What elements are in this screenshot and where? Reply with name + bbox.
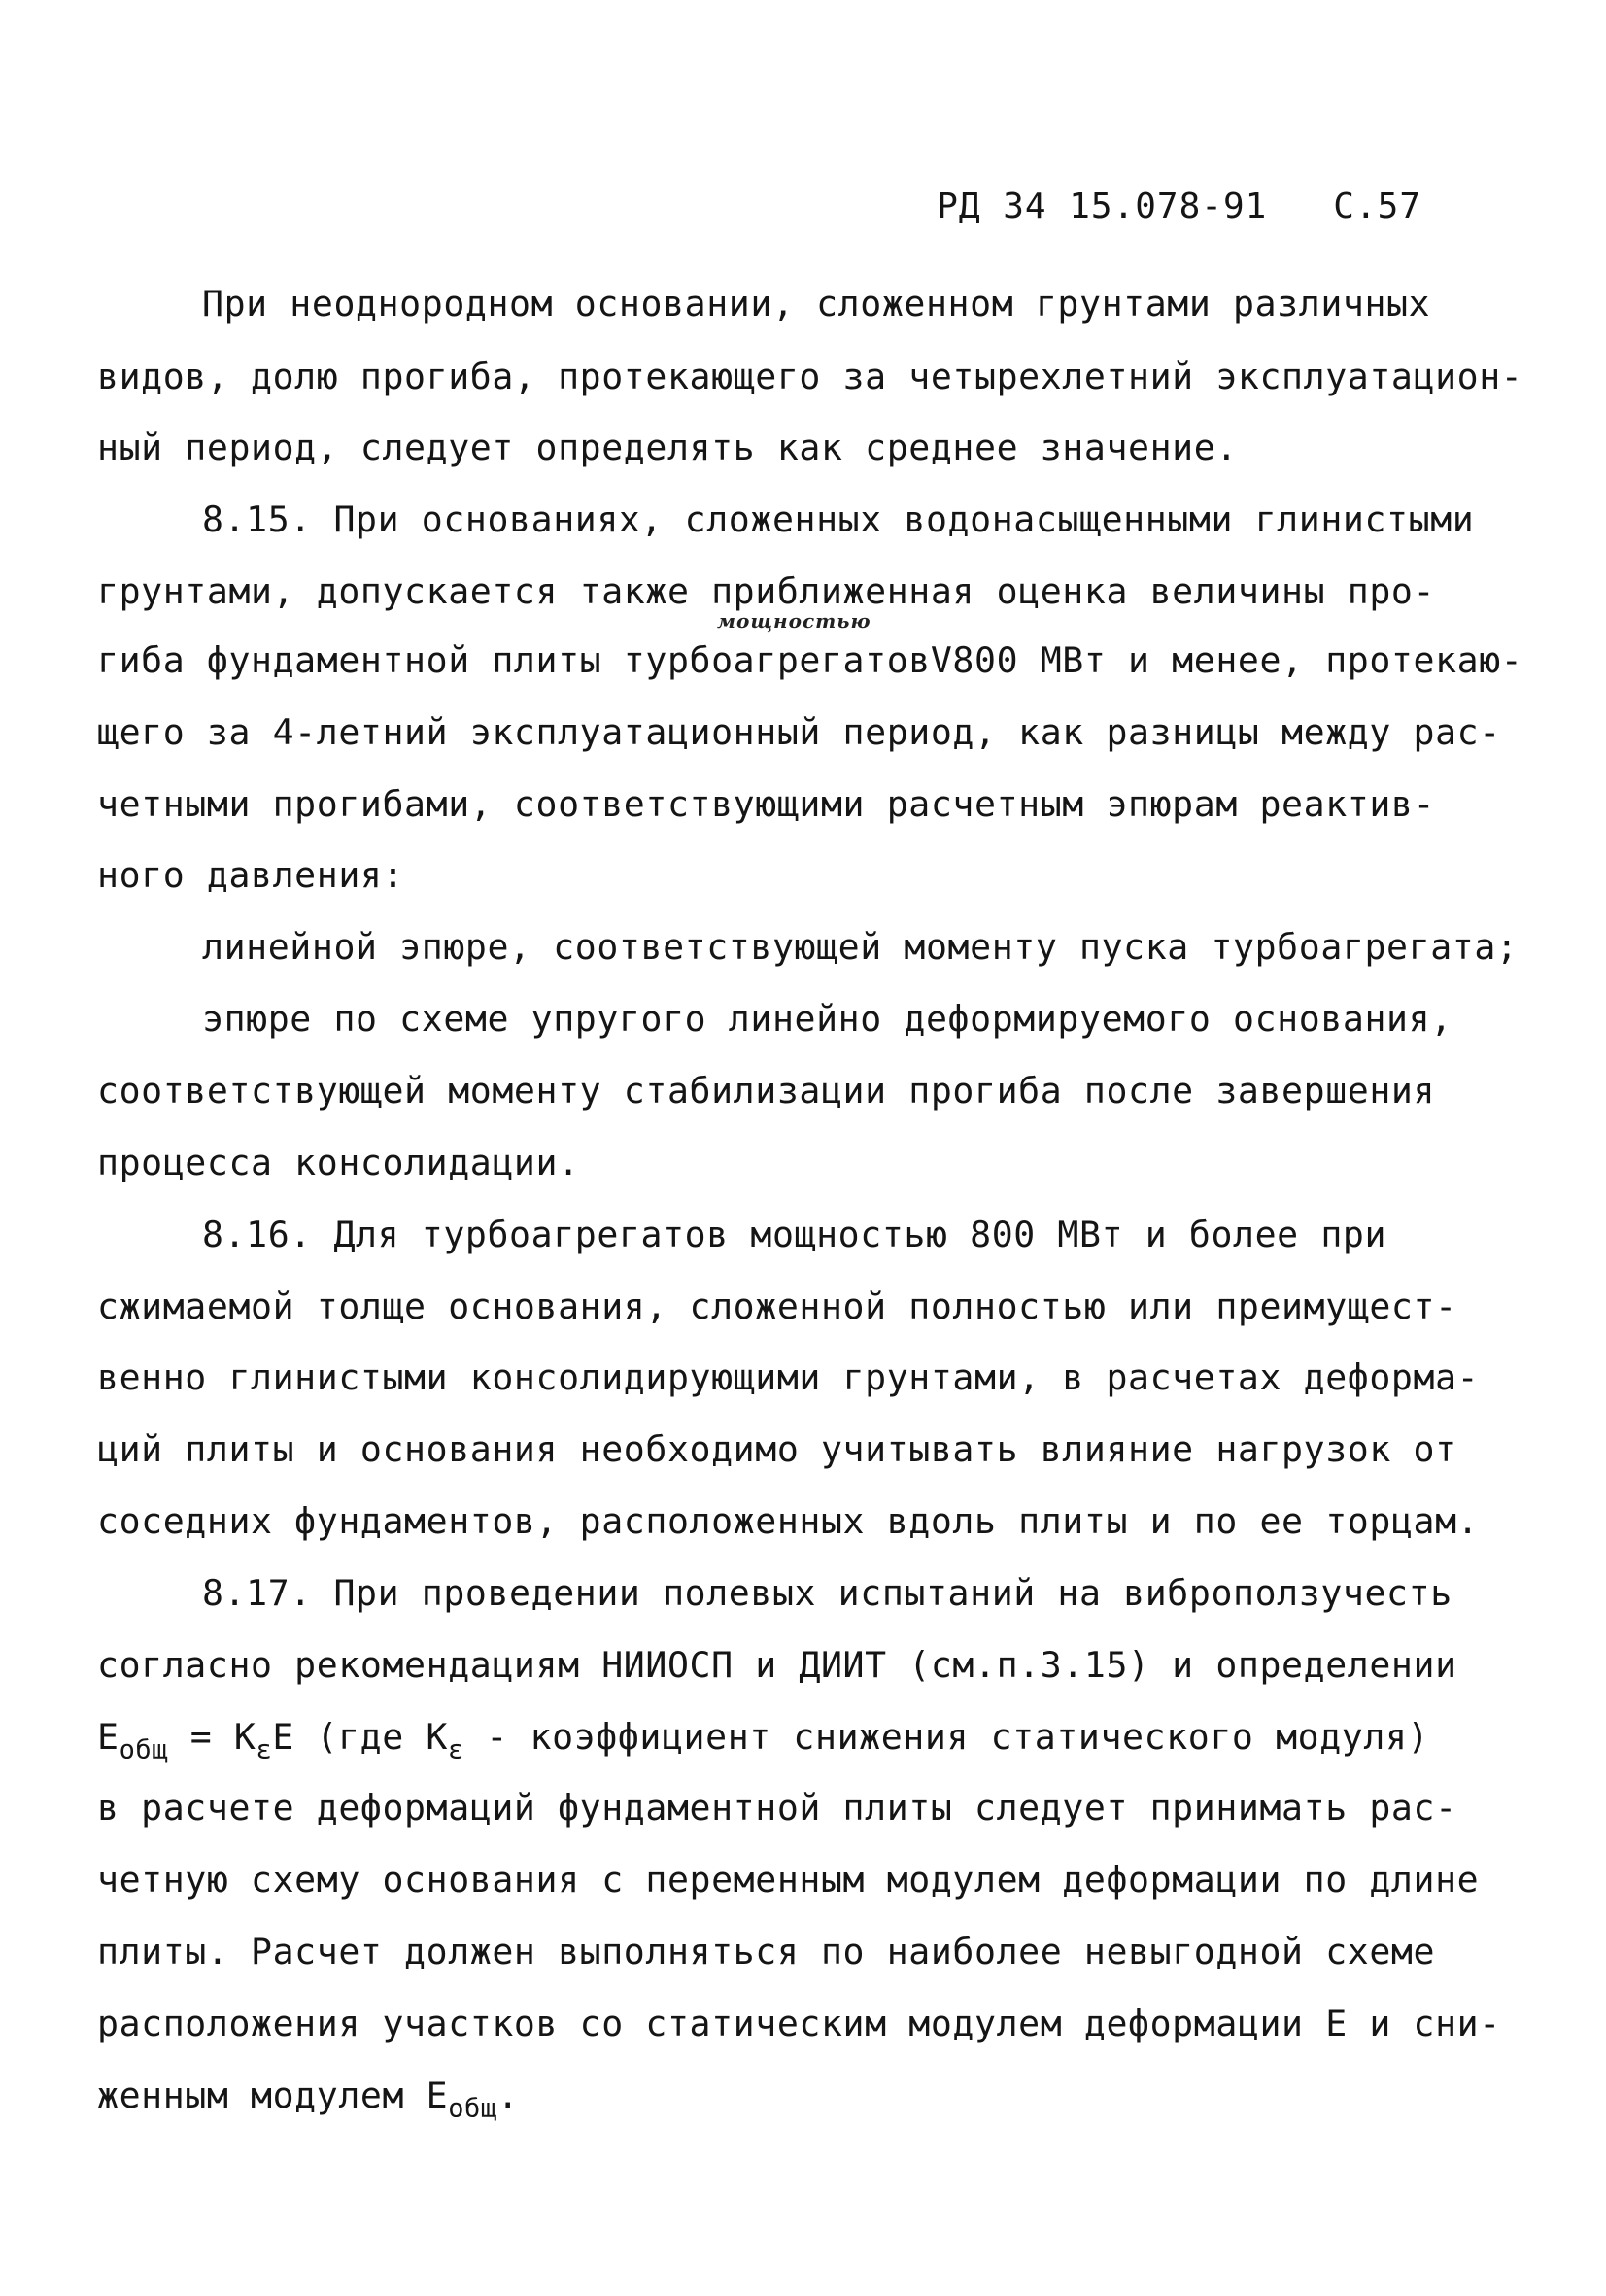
- text-line: ций плиты и основания необходимо учитывать влияние нагрузок от: [97, 1428, 1457, 1470]
- text-segment: V800 МВт и менее, протекаю-: [930, 639, 1523, 681]
- text-segment: = K: [168, 1716, 256, 1758]
- formula-line: [97, 1716, 1477, 1765]
- text-line: процесса консолидации.: [97, 1142, 580, 1183]
- text-line: соседних фундаментов, расположенных вдоль плиты и по ее торцам.: [97, 1500, 1480, 1542]
- subscript: общ: [119, 1734, 169, 1765]
- text-line: щего за 4-летний эксплуатационный период, как разницы между рас-: [97, 711, 1501, 753]
- text-line: грунтами, допускается также приближенная оценка величины про-: [97, 570, 1436, 612]
- text-line: ного давления:: [97, 854, 405, 896]
- text-line: линейной эпюре, соответствующей моменту пуска турбоагрегата;: [202, 926, 1519, 968]
- text-line: сжимаемой толще основания, сложенной полностью или преимущест-: [97, 1285, 1457, 1327]
- text-line: согласно рекомендациям НИИОСП и ДИИТ (см.п.3.15) и определении: [97, 1644, 1457, 1686]
- text-line: [97, 2074, 1477, 2124]
- text-line: ный период, следует определять как среднее значение.: [97, 427, 1238, 468]
- document-number: РД 34 15.078-91: [937, 187, 1268, 226]
- text-segment: E: [97, 1716, 120, 1758]
- text-line: 8.17. При проведении полевых испытаний на виброползучесть: [202, 1572, 1452, 1614]
- subscript: ε: [256, 1734, 273, 1765]
- text-line: 8.15. При основаниях, сложенных водонасыщенными глинистыми: [202, 498, 1475, 540]
- text-segment: E (где K: [272, 1716, 448, 1758]
- text-line: При неоднородном основании, сложенном грунтами различных: [202, 283, 1431, 325]
- text-line: [97, 639, 1523, 681]
- text-line: четными прогибами, соответствующими расчетным эпюрам реактив-: [97, 783, 1436, 825]
- page-number: С.57: [1333, 187, 1421, 226]
- text-line: венно глинистыми консолидирующими грунтами, в расчетах деформа-: [97, 1356, 1480, 1398]
- text-line: в расчете деформаций фундаментной плиты следует принимать рас-: [97, 1787, 1457, 1829]
- subscript: общ: [448, 2093, 497, 2124]
- text-line: четную схему основания с переменным модулем деформации по длине: [97, 1859, 1480, 1901]
- handwritten-annotation: мощностью: [717, 609, 871, 633]
- text-segment: гиба фундаментной плиты турбоагрегатов: [97, 639, 931, 681]
- text-line: соответствующей моменту стабилизации прогиба после завершения: [97, 1070, 1436, 1112]
- page-header: [937, 187, 1421, 226]
- text-line: видов, долю прогиба, протекающего за четырехлетний эксплуатацион-: [97, 356, 1523, 397]
- text-line: эпюре по схеме упругого линейно деформируемого основания,: [202, 998, 1452, 1040]
- text-line: плиты. Расчет должен выполняться по наиболее невыгодной схеме: [97, 1931, 1436, 1972]
- text-segment: женным модулем E: [97, 2074, 449, 2116]
- text-segment: .: [496, 2074, 520, 2116]
- subscript: ε: [447, 1734, 464, 1765]
- text-segment: - коэффициент снижения статического модуля): [463, 1716, 1430, 1758]
- text-line: расположения участков со статическим модулем деформации E и сни-: [97, 2003, 1501, 2044]
- text-line: 8.16. Для турбоагрегатов мощностью 800 МВт и более при: [202, 1214, 1387, 1255]
